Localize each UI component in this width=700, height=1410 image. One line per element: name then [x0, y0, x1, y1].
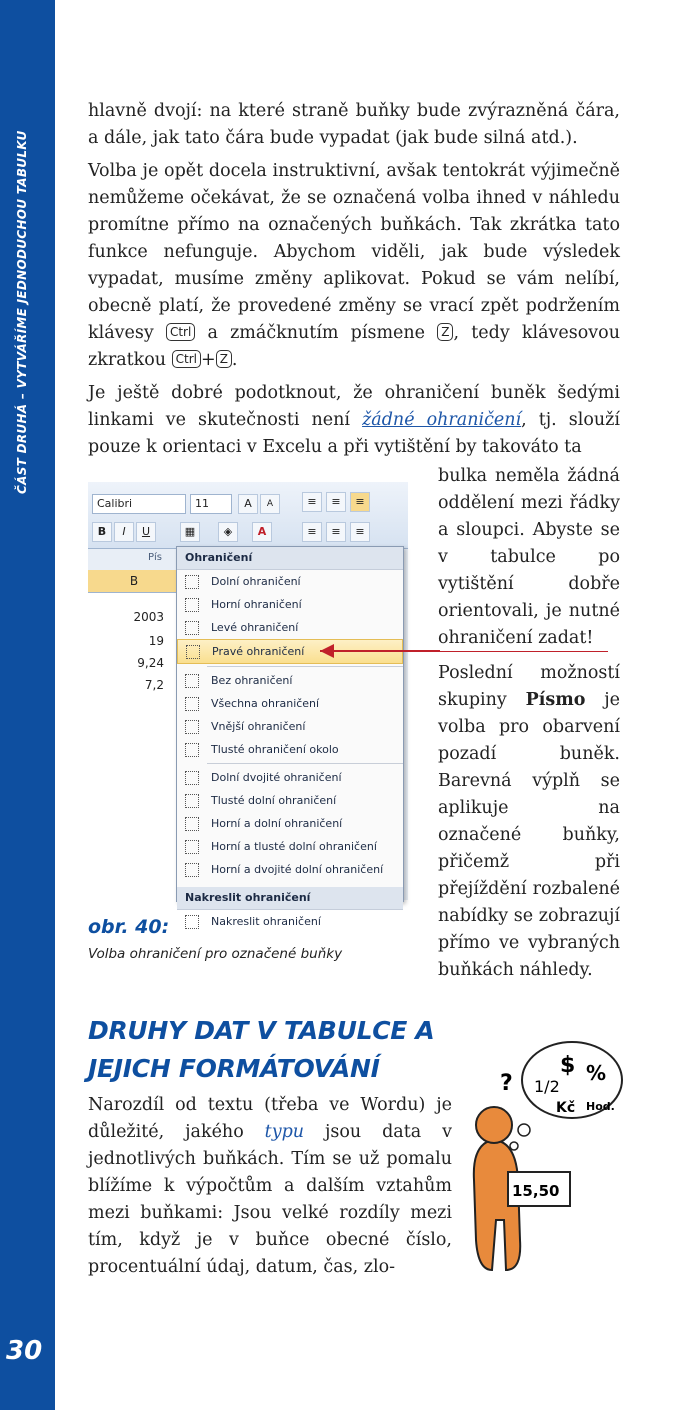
- border-style-icon: [185, 794, 199, 808]
- pencil-icon: [185, 915, 199, 929]
- menu-separator: [207, 666, 403, 667]
- fill-color-button[interactable]: ◈: [218, 522, 238, 542]
- border-style-icon: [185, 674, 199, 688]
- column-header-b[interactable]: B: [88, 570, 180, 593]
- menu-item-border[interactable]: Bez ohraničení: [177, 669, 403, 692]
- align-left-icon[interactable]: ≡: [302, 522, 322, 542]
- figure-number: obr. 40:: [88, 916, 170, 938]
- font-group-term: Písmo: [525, 690, 586, 710]
- border-style-icon: [185, 621, 199, 635]
- bubble-half: 1/2: [534, 1077, 560, 1096]
- menu-item-border[interactable]: Všechna ohraničení: [177, 692, 403, 715]
- font-size-box[interactable]: 11: [190, 494, 232, 514]
- page-number: 30: [6, 1336, 43, 1366]
- border-style-icon: [185, 863, 199, 877]
- cell[interactable]: 7,2: [144, 678, 164, 692]
- menu-item-border[interactable]: Vnější ohraničení: [177, 715, 403, 738]
- align-middle-icon[interactable]: ≡: [326, 492, 346, 512]
- bubble-dot: [510, 1142, 518, 1150]
- menu-title: Ohraničení: [177, 547, 403, 570]
- menu-item-border[interactable]: Tlusté ohraničení okolo: [177, 738, 403, 761]
- align-top-icon[interactable]: ≡: [302, 492, 322, 512]
- chapter-title: ČÁST DRUHÁ – VYTVÁŘÍME JEDNODUCHOU TABULKU: [15, 130, 29, 494]
- borders-dropdown-menu: [176, 546, 404, 928]
- paragraph-undo: Volba je opět docela instruktivní, avšak tentokrát výjimečně nemůžeme očekávat, že se označená volba ihned v náhledu promítne přímo na označených buňkách. Tak zkrátka tato funkce nefunguje. Abychom viděli, jak bude výsledek vypadat, musíme změny aplikovat. Pokud se vám nelíbí, obecně platí, že provedené změny se vrací zpět podržením klávesy Ctrl a zmáčknutím písmene Z , tedy klávesovou zkratkou Ctrl + Z .: [88, 161, 620, 370]
- menu-item-border[interactable]: Horní a tlusté dolní ohraničení: [177, 835, 403, 858]
- arrow-line: [320, 650, 440, 652]
- align-right-icon[interactable]: ≡: [350, 522, 370, 542]
- align-center-icon[interactable]: ≡: [326, 522, 346, 542]
- italic-button[interactable]: I: [114, 522, 134, 542]
- menu-item-border[interactable]: Horní a dolní ohraničení: [177, 812, 403, 835]
- border-button[interactable]: ▦: [180, 522, 200, 542]
- border-style-icon: [185, 840, 199, 854]
- border-style-icon: [186, 645, 200, 659]
- border-style-icon: [185, 697, 199, 711]
- bubble-hours: Hod.: [586, 1100, 615, 1113]
- character-head: [476, 1107, 512, 1143]
- illustration-thinking-man: [452, 1020, 632, 1280]
- bubble-question: ?: [500, 1071, 513, 1096]
- ctrl-key: Ctrl: [172, 350, 201, 368]
- cell[interactable]: 9,24: [137, 656, 164, 670]
- bubble-dot: [518, 1124, 530, 1136]
- z-key: Z: [216, 350, 232, 368]
- bubble-percent: %: [586, 1061, 607, 1085]
- paragraph-data-types: Narozdíl od textu (třeba ve Wordu) je důležité, jakého typu jsou data v jednotlivých buňkách. Tím se už pomalu blížíme k výpočtům a dalším vztahům mezi buňkami: Jsou velké rozdíly mezi tím, když je v buňce obecné číslo, procentuální údaj, datum, čas, zlo-: [88, 1095, 452, 1277]
- paragraph-fill: Poslední možností skupiny Písmo je volba pro obarvení pozadí buněk. Barevná výplň se aplikuje na označené buňky, přičemž při přejíždění rozbalené nabídky se zobrazují přímo ve vybraných buňkách náhledy.: [438, 663, 620, 980]
- group-label: Pís: [148, 552, 163, 563]
- figure-caption: Volba ohraničení pro označené buňky: [88, 946, 343, 962]
- bubble-czk: Kč: [556, 1100, 576, 1116]
- menu-items: [177, 570, 403, 881]
- menu-separator: [207, 763, 403, 764]
- menu-item-border[interactable]: Dolní dvojité ohraničení: [177, 766, 403, 789]
- menu-item-border[interactable]: Tlusté dolní ohraničení: [177, 789, 403, 812]
- border-style-icon: [185, 771, 199, 785]
- cell[interactable]: 19: [148, 634, 164, 648]
- menu-item-border[interactable]: Levé ohraničení: [177, 616, 403, 639]
- menu-item-border[interactable]: Pravé ohraničení: [177, 639, 403, 664]
- menu-item-border[interactable]: Horní ohraničení: [177, 593, 403, 616]
- align-bottom-icon[interactable]: ≡: [350, 492, 370, 512]
- no-border-term: žádné ohraničení: [362, 410, 522, 430]
- intro-paragraph: hlavně dvojí: na které straně buňky bude zvýrazněná čára, a dále, jak tato čára bude vypadat (jak bude silná atd.).: [88, 101, 620, 148]
- grow-font-button[interactable]: A: [238, 494, 258, 514]
- section-heading: DRUHY DAT V TABULCE A JEJICH FORMÁTOVÁNÍ: [88, 1016, 435, 1083]
- shrink-font-button[interactable]: A: [260, 494, 280, 514]
- menu-item-border[interactable]: Dolní ohraničení: [177, 570, 403, 593]
- border-style-icon: [185, 575, 199, 589]
- ctrl-key: Ctrl: [166, 323, 195, 341]
- draw-borders-title: Nakreslit ohraničení: [177, 887, 403, 910]
- font-color-button[interactable]: A: [252, 522, 272, 542]
- border-style-icon: [185, 598, 199, 612]
- paragraph-borders-head: Je ještě dobré podotknout, že ohraničení buněk šedými linkami ve skutečnosti není žádné ohraničení, tj. slouží pouze k orientaci v Excelu a při vytištění by takováto ta: [88, 383, 620, 457]
- cell[interactable]: 2003: [133, 610, 164, 624]
- border-style-icon: [185, 743, 199, 757]
- underline-button[interactable]: U: [136, 522, 156, 542]
- paragraph-cont-text: bulka neměla žádná oddělení mezi řádky a sloupci. Abyste se v tabulce po vytištění dobře orientovali, je nutné: [438, 466, 620, 621]
- price-sign-text: 15,50: [512, 1182, 560, 1200]
- paragraph-borders-cont: bulka neměla žádná oddělení mezi řádky a sloupci. Abyste se v tabulce po vytištění dobře orientovali, je nutné ohraničení zadat!: [438, 466, 620, 648]
- bold-button[interactable]: B: [92, 522, 112, 542]
- spreadsheet-grid: [88, 570, 180, 900]
- border-term: ohraničení: [438, 628, 533, 648]
- bubble-dollar: $: [560, 1053, 576, 1078]
- border-style-icon: [185, 817, 199, 831]
- body-text-top: [88, 98, 620, 380]
- border-style-icon: [185, 720, 199, 734]
- menu-item-draw-borders[interactable]: Nakreslit ohraničení: [177, 910, 403, 933]
- z-key: Z: [437, 323, 453, 341]
- sidebar: [0, 0, 55, 1410]
- font-name-box[interactable]: Calibri: [92, 494, 186, 514]
- menu-item-border[interactable]: Horní a dvojité dolní ohraničení: [177, 858, 403, 881]
- type-term: typu: [264, 1122, 305, 1142]
